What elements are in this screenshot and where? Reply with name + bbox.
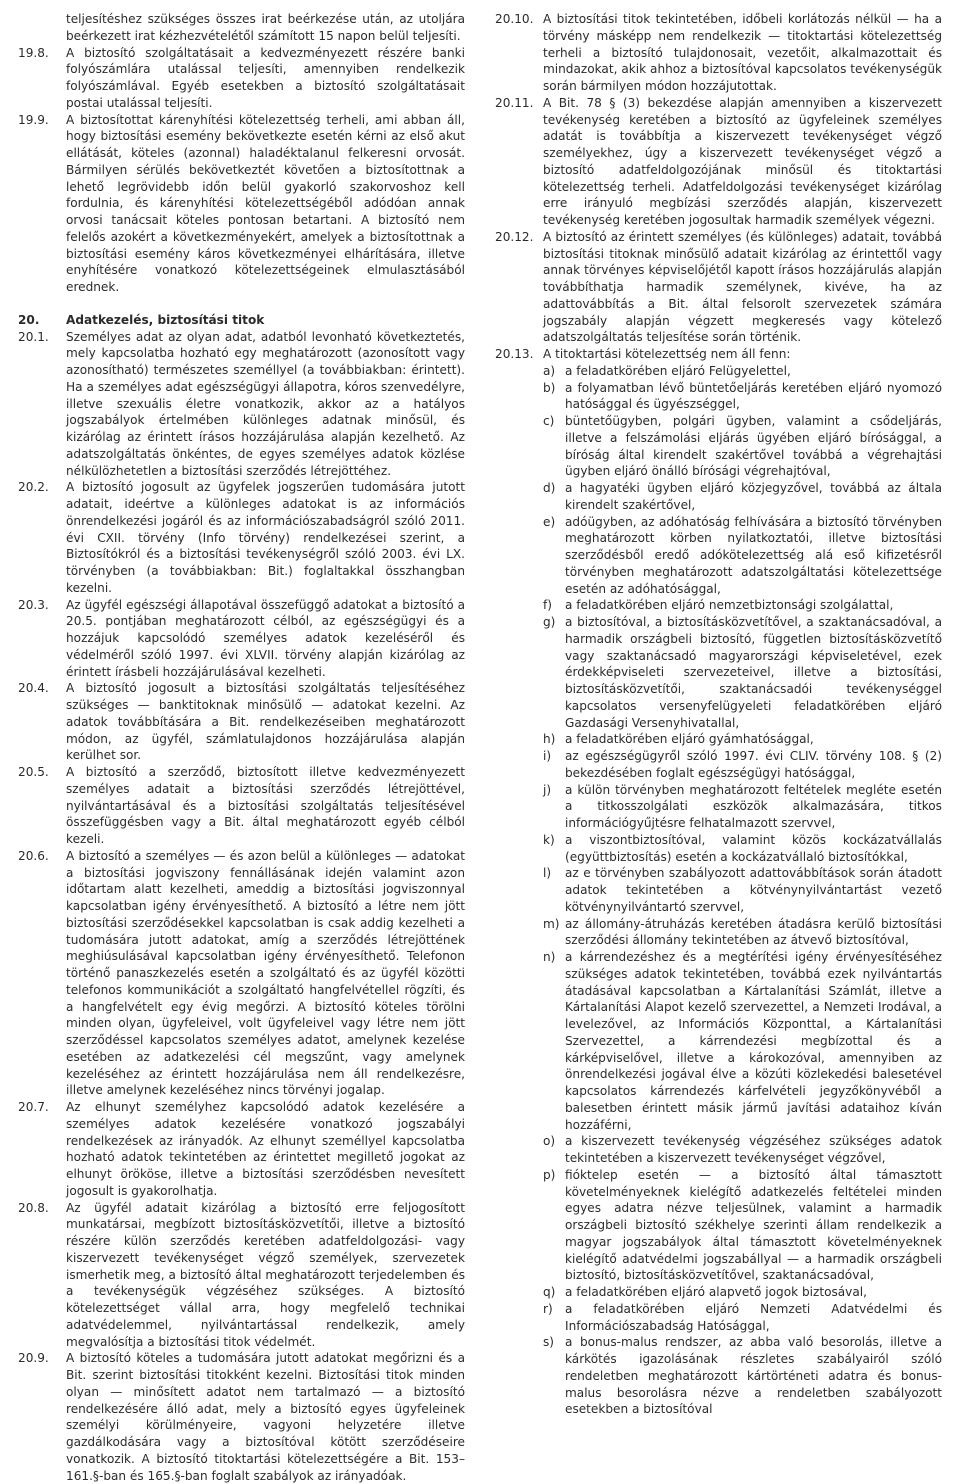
paragraph-19-9 [18,112,465,296]
list-item-text: a hagyatéki ügyben eljáró közjegyzővel, továbbá az általa kirendelt szakértővel, [565,481,942,512]
list-item-letter: f) [543,598,552,613]
list-item-text: az egészségügyről szóló 1997. évi CLIV. törvény 108. § (2) bekezdésében foglalt egészségügyi hatósággal, [565,749,942,780]
list-item [495,1167,942,1284]
paragraph-number: 20.13. [495,347,534,361]
list-item-text: a külön törvényben meghatározott feltételek megléte esetén a titkosszolgálati eszközök alkalmazására, titkos információgyűjtésre felhatalmazott szervvel, [565,782,942,830]
paragraph-number: 20.4. [18,681,49,696]
list-item-text: a viszontbiztosítóval, valamint közös kockázatvállalás (együttbiztosítás) esetén a kockázatvállaló biztosítókkal, [565,832,942,864]
list-item-letter: h) [543,732,556,747]
list-item-text: a kiszervezett tevékenység végzéséhez szükséges adatok tekintetében a kiszervezett tevékenységet végzővel, [565,1134,942,1165]
list-item-letter: q) [543,1285,556,1299]
list-item [495,865,942,915]
list-item-letter: c) [543,414,555,428]
list-item-text: a kárrendezéshez és a megtérítési igény érvényesítéséhez szükséges adatok tekintetében, továbbá ezek nyilvántartás átadásával kapcsolatban a Kártalanítási Számlát, illetve a Kártalanítási Alapot kezelő szervezettel, a Nemzeti Irodával, a levelezővel, az Információs Központtal, a Kártalanítási Szervezettel, a kárrendezési megbízottal és a kárképviselővel, illetve a károkozóval, amennyiben az önrendelkezési jogával élve a közúti közlekedési balesetével kapcsolatos kárrendezés kárfelvételi jegyzőkönyvéből a balesetben érintett másik jármű javítási adataihoz kíván hozzáférni, [565,950,942,1132]
list-item [495,1133,942,1167]
paragraph-text: A biztosító a szerződő, biztosított illetve kedvezményezett személyes adatait a biztosítási szerződés létrejöttével, nyilvántartásával és a biztosítási szolgáltatás teljesítésével összefüggésben vagy a Bit. által meghatározott egyéb célból kezeli. [66,765,465,846]
paragraph-text: A biztosító jogosult az ügyfelek jogszerűen tudomására jutott adatait, ideértve a különleges adatokat is az információs önrendelkezési jogáról és az információszabadságról szóló 2011. évi CXII. törvény (Info törvény) rendelkezései szerint, a Biztosítókról és a biztosítási tevékenységről szóló 2003. évi LX. törvényben (a továbbiakban: Bit.) foglaltakkal összhangban kezelni. [66,480,465,595]
left-column [18,11,465,1484]
paragraph-20-7 [18,1099,465,1200]
paragraph-20-6 [18,848,465,1099]
paragraph-number: 20.9. [18,1351,49,1366]
paragraph-text: A biztosító a személyes — és azon belül a különleges — adatokat a biztosítási jogviszony fennállásának idején valamint azon időtartam alatt kezelheti, ameddig a biztosítási jogviszonnyal kapcsolatban igény érvényesíthető. A biztosító a létre nem jött biztosítási szerződésekkel kapcsolatban is csak addig kezelheti a tudomására jutott adatokat, amíg a szerződés létrejöttének meghiúsulásával kapcsolatban igény érvényesíthető. Telefonon történő panaszkezelés esetén a szolgáltató és az ügyfél közötti telefonos kommunikációt a szolgáltató hangfelvétellel rögzíti, és a hangfelvételt egy évig megőrzi. A biztosító köteles törölni minden olyan, ügyfeleivel, volt ügyfeleivel vagy létre nem jött szerződéssel kapcsolatos személyes adatot, amelynek kezelése esetében az adatkezelési cél megszűnt, vagy amelynek kezeléséhez az érintett hozzájárulása nem áll rendelkezésre, illetve amelynek kezeléséhez nincs törvényi jogalap. [66,848,465,1098]
list-item-text: az e törvényben szabályozott adattovábbítások során átadott adatok tekintetében a kötvénynyilvántartást vezető kötvénynyilvántartó szervvel, [565,866,942,914]
paragraph-text: Az ügyfél egészségi állapotával összefüggő adatokat a biztosító a 20.5. pontjában meghatározott célból, az egészségügyi és a hozzájuk kapcsolódó személyes adatok kezeléséről és védelméről szóló 1997. évi XLVII. törvény alapján kizárólag az érintett írásbeli hozzájárulásával kezelheti. [66,597,465,679]
exception-list [495,363,942,1418]
paragraph-text: A biztosítási titok tekintetében, időbeli korlátozás nélkül — ha a törvény másképp nem rendelkezik — titoktartási kötelezettség terheli a biztosító tulajdonosait, vezetőit, alkalmazottait és mindazokat, akik ahhoz a biztosítóval kapcsolatos tevékenységük során bármilyen módon hozzájutottak. [543,12,942,93]
paragraph-number: 20.10. [495,12,534,26]
list-item [495,380,942,414]
list-item-letter: l) [543,866,552,881]
list-item-letter: s) [543,1335,555,1350]
paragraph-text: A biztosító köteles a tudomására jutott adatokat megőrizni és a Bit. szerint biztosítási titokként kezelni. Biztosítási titok minden olyan — minősített adatot nem tartalmazó — a biztosító rendelkezésére álló adat, mely a biztosító egyes ügyfeleinek személyi körülményeire, vagyoni helyzetére illetve gazdálkodására vagy a biztosítóval kötött szerződéseire vonatkozik. A biztosító titoktartási kötelezettségére a Bit. 153–161.§-ban és 165.§-ban foglalt szabályok az irányadóak. [66,1351,465,1483]
paragraph-text: Az ügyfél adatait kizárólag a biztosító erre feljogosított munkatársai, megbízott biztosításközvetítői, illetve a biztosító részére külön szerződés keretében adatfeldolgozási- vagy kiszervezett tevékenységet végző személyek, szervezetek ismerhetik meg, a biztosító által meghatározott terjedelemben és a tevékenységük végzéséhez szükséges. A biztosító kötelezettséget vállal arra, hogy megfelelő technikai adatvédelemmel, nyilvántartással rendelkezik, amely megvalósítja a biztosítási titok védelmét. [66,1200,465,1349]
list-item [495,1284,942,1301]
paragraph-number: 19.9. [18,112,49,127]
right-column [495,11,942,1418]
paragraph-20-12 [495,229,942,346]
list-item [495,782,942,832]
section-heading-20 [18,312,465,329]
list-item [495,1334,942,1418]
paragraph-20-5 [18,764,465,848]
paragraph-number: 20.8. [18,1200,49,1215]
section-number: 20. [18,312,40,327]
list-item-letter: o) [543,1134,556,1149]
list-item-text: adóügyben, az adóhatóság felhívására a biztosító törvényben meghatározott körben nyilatkoztatói, illetve biztosítási szerződésből eredő adókötelezettség alá eső kifizetésről törvényben meghatározott adatszolgáltatási kötelezettsége esetén az adóhatósággal, [565,514,942,596]
list-item-text: a feladatkörében eljáró gyámhatósággal, [565,732,814,747]
paragraph-text: A biztosítottat kárenyhítési kötelezettség terheli, ami abban áll, hogy biztosítási esemény bekövetkezte esetén kérni az első akut ellátását, köteles (azonnal) haladéktalanul felkeresni orvosát. Bármilyen sérülés bekövetkeztét követően a biztosítottnak a lehető legrövidebb időn belül gyakorló szakorvoshoz kell fordulnia, és kárenyhítési kötelezettségéből adódóan annak orvosi tanácsait köteles pontosan betartani. A biztosító nem felelős azokért a következményekért, amelyek a biztosítottnak a biztosítási esemény káros következményei elhárítására, illetve enyhítésére vonatkozó kötelezettségeinek elmulasztásából erednek. [66,112,465,294]
paragraph-20-9 [18,1350,465,1484]
paragraph-text: A titoktartási kötelezettség nem áll fenn: [543,347,791,361]
list-item [495,916,942,950]
paragraph-text: A Bit. 78 § (3) bekezdése alapján amennyiben a kiszervezett tevékenység keretében a biztosító az ügyfeleinek személyes adatát is továbbítja a kiszervezett tevékenységet végző személyekhez, úgy a kiszervezett tevékenységet végző a biztosító adatfeldolgozójának minősül és titoktartási kötelezettség terheli. Adatfeldolgozási tevékenységet kizárólag erre irányuló megbízási szerződés alapján, kiszervezett tevékenység keretében jogosultak harmadik személyek végezni. [543,95,942,227]
paragraph-20-4 [18,680,465,764]
list-item [495,413,942,480]
list-item [495,614,942,731]
section-title: Adatkezelés, biztosítási titok [66,312,265,327]
paragraph-number: 20.3. [18,597,49,612]
list-item [495,949,942,1133]
list-item-letter: r) [543,1301,553,1316]
list-item-text: a feladatkörében eljáró nemzetbiztonsági szolgálattal, [565,598,894,613]
paragraph-number: 20.7. [18,1100,49,1114]
paragraph-19-8 [18,45,465,112]
list-item-text: fióktelep esetén — a biztosító által támasztott követelményeknek kielégítő adatkezelés feltételei minden egyes adatra nézve teljesülnek, valamint a harmadik országbeli biztosító székhelye szerinti állam rendelkezik a magyar jogszabályok által támasztott követelményeknek kielégítő adatvédelmi jogszabállyal — a harmadik országbeli biztosító, biztosításközvetítővel, szaktanácsadóval, [565,1167,942,1283]
list-item [495,363,942,380]
list-item-letter: i) [543,749,552,763]
paragraph-20-2 [18,479,465,596]
paragraph-number: 19.8. [18,45,49,60]
list-item-letter: m) [543,916,560,931]
list-item [495,480,942,514]
paragraph-20-1 [18,329,465,480]
list-item [495,748,942,782]
paragraph-text: A biztosító az érintett személyes (és különleges) adatait, továbbá biztosítási titoknak minősülő adatait kizárólag az érintettől vagy annak törvényes képviselőjétől kapott írásos hozzájárulás alapján továbbíthatja harmadik személynek, kivéve, ha az adattovábbítás a Bit. által felsorolt szervezetek számára jogszabály alapján végzett megkeresés vagy kötelező adatszolgáltatás teljesítése során történik. [543,229,942,345]
paragraph-number: 20.1. [18,329,49,344]
paragraph-number: 20.5. [18,765,49,779]
paragraph-20-13 [495,346,942,363]
list-item [495,832,942,866]
list-item-text: a feladatkörében eljáró alapvető jogok biztosával, [565,1285,867,1299]
paragraph-20-10 [495,11,942,95]
paragraph-text: A biztosító szolgáltatásait a kedvezményezett részére banki folyószámlára utalással teljesíti, amennyiben rendelkezik folyószámlával. Egyéb esetekben a biztosító szolgáltatásait postai utalással teljesíti. [66,45,465,110]
list-item-text: a feladatkörében eljáró Felügyelettel, [565,363,791,378]
list-item [495,731,942,748]
list-item-letter: g) [543,615,556,629]
paragraph-20-11 [495,95,942,229]
list-item [495,597,942,614]
list-item-text: a folyamatban lévő büntetőeljárás keretében eljáró nyomozó hatósággal és ügyészséggel, [565,380,942,412]
list-item-text: a feladatkörében eljáró Nemzeti Adatvédelmi és Információszabadság Hatósággal, [565,1301,942,1333]
paragraph-continuation [18,11,465,45]
paragraph-text: Személyes adat az olyan adat, adatból levonható következtetés, mely kapcsolatba hozható egy meghatározott (azonosított vagy azonosítható) természetes személlyel (a továbbiakban: érintett). Ha a személyes adat egészségügyi állapotra, kóros szenvedélyre, illetve szexuális életre vonatkozik, akkor az a hatályos jogszabályok értelmében különleges adatnak minősül, és kizárólag az érintett írásos hozzájárulása alapján kezelhető. Az adatszolgáltatás önkéntes, de egyes személyes adatok közlése nélkülözhetetlen a biztosítási szerződés létrejöttéhez. [66,329,465,478]
paragraph-number: 20.6. [18,848,49,863]
list-item-letter: d) [543,481,556,495]
paragraph-20-8 [18,1200,465,1351]
paragraph-text: Az elhunyt személyhez kapcsolódó adatok kezelésére a személyes adatok kezelésére vonatkozó jogszabályi rendelkezések az irányadók. Az elhunyt személlyel kapcsolatba hozható adatok tekintetében az érintettet megillető jogokat az elhunyt örököse, illetve a biztosítási szerződésben nevesített jogosult is gyakorolhatja. [66,1100,465,1198]
list-item-letter: e) [543,514,556,529]
paragraph-text: teljesítéshez szükséges összes irat beérkezése után, az utoljára beérkezett irat kézhezvételétől számított 15 napon belül teljesíti. [66,12,465,43]
list-item-letter: b) [543,380,556,395]
list-item-letter: j) [543,782,552,797]
list-item-text: büntetőügyben, polgári ügyben, valamint a csődeljárás, illetve a felszámolási eljárás ügyében eljáró bírósággal, a bíróság által kirendelt szakértővel továbbá a végrehajtási ügyben eljáró önálló bírósági végrehajtóval, [565,414,942,479]
list-item-letter: n) [543,950,556,964]
paragraph-text: A biztosító jogosult a biztosítási szolgáltatás teljesítéséhez szükséges — banktitoknak minősülő — adatokat kezelni. Az adatok továbbítására a Bit. rendelkezéseiben meghatározott módon, az ügyfél, számlatulajdonos hozzájárulása alapján kerülhet sor. [66,681,465,763]
paragraph-20-3 [18,597,465,681]
list-item [495,1301,942,1335]
list-item-letter: a) [543,363,556,378]
list-item-text: az állomány-átruházás keretében átadásra kerülő biztosítási szerződési állomány tekintetében az átvevő biztosítóval, [565,916,942,948]
paragraph-number: 20.11. [495,95,534,110]
paragraph-number: 20.12. [495,229,534,244]
list-item-letter: k) [543,832,555,847]
list-item-letter: p) [543,1167,556,1182]
list-item-text: a bonus-malus rendszer, az abba való besorolás, illetve a kárkötés igazolásának részletes szabályairól szóló rendeletben meghatározott kártörténeti adatra és bonus-malus besorolásra nézve a rendeletben szabályozott esetekben a biztosítóval [565,1335,942,1417]
paragraph-number: 20.2. [18,480,49,495]
list-item-text: a biztosítóval, a biztosításközvetítővel, a szaktanácsadóval, a harmadik országbeli biztosító, független biztosításközvetítő vagy szaktanácsadó magyarországi képviseletével, ezek érdekképviseleti szervezeteivel, illetve a biztosítási, biztosításközvetítői, szaktanácsadói tevékenységgel kapcsolatos versenyfelügyeleti feladatkörében eljáró Gazdasági Versenyhivatallal, [565,615,942,730]
list-item [495,514,942,598]
